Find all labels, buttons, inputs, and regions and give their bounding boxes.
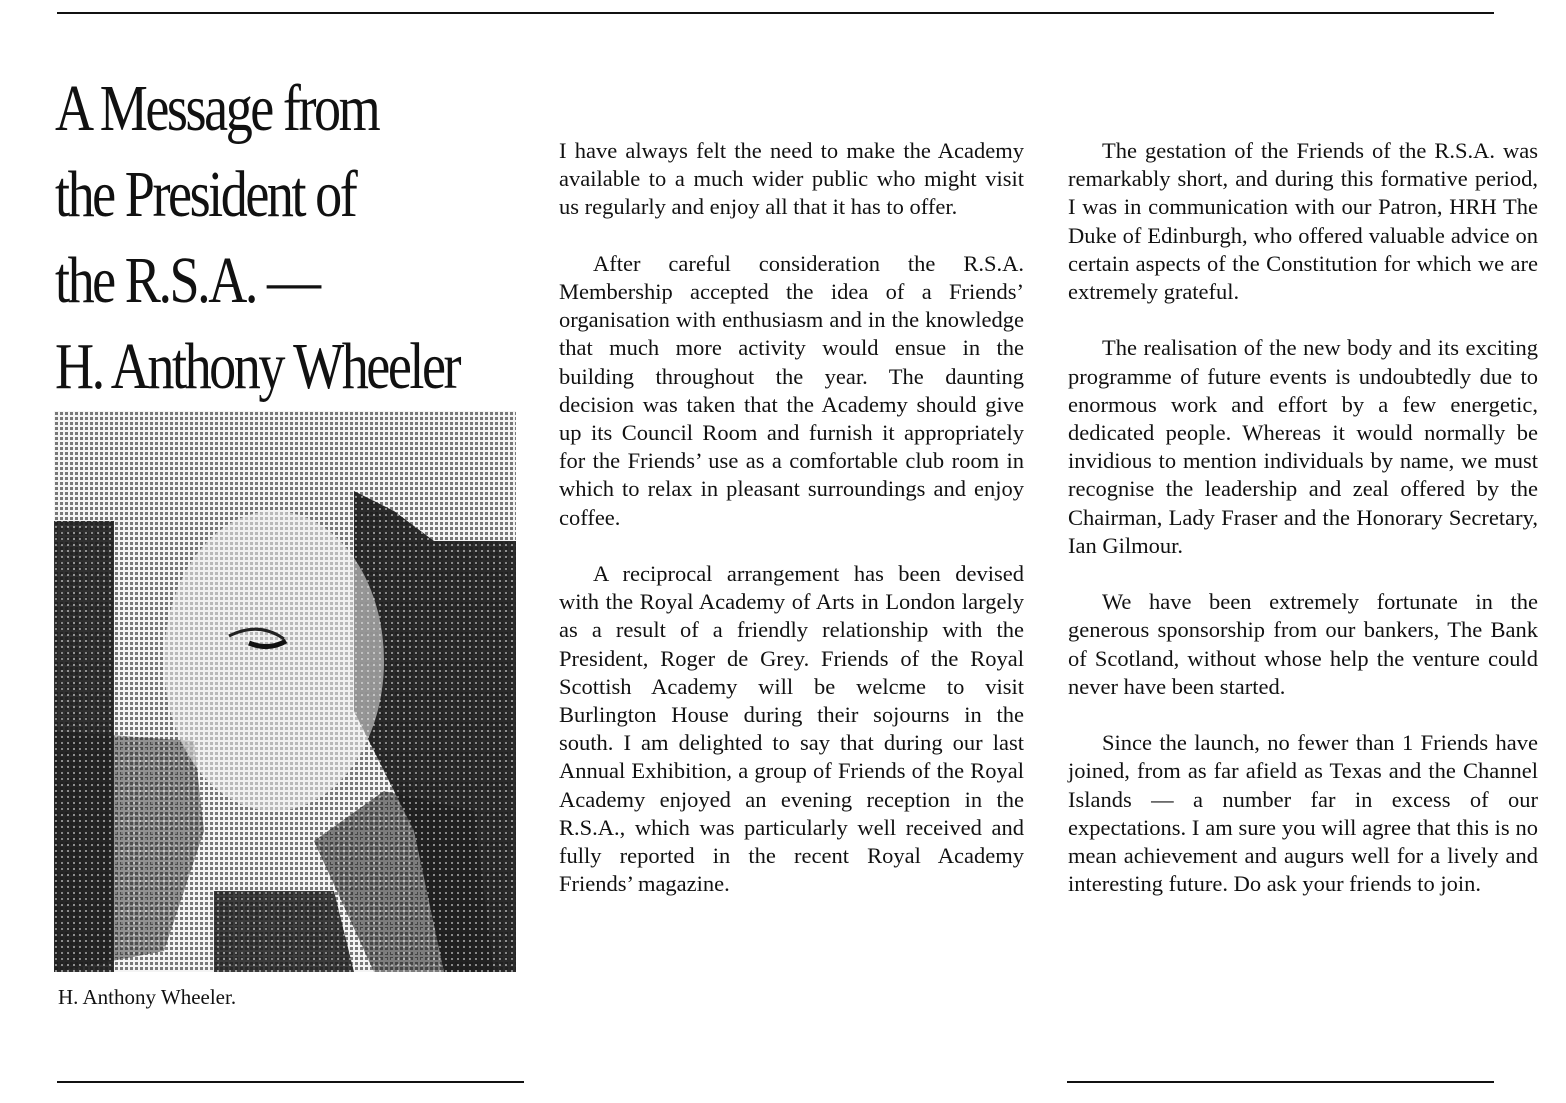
title-line: A Message from [55, 72, 379, 145]
paragraph: After careful consideration the R.S.A. Membership accepted the idea of a Friends’ organisation with enthusiasm and in the knowledge that much more activity would ensue in the building throughout the year. The daunting decision was taken that the Academy should give up its Council Room and furnish it appropriately for the Friends’ use as a comfortable club room in which to relax in pleasant surroundings and enjoy coffee. [559, 250, 1024, 530]
bottom-rule-right [1067, 1081, 1494, 1083]
halftone-portrait-image [54, 411, 516, 972]
paragraph: The gestation of the Friends of the R.S.A. was remarkably short, and during this formative period, I was in communication with our Patron, HRH The Duke of Edinburgh, who offered valuable advice on certain aspects of the Constitution for which we are extremely grateful. [1068, 138, 1538, 305]
article-title [55, 66, 460, 410]
article-column-middle [559, 137, 1024, 927]
paragraph: We have been extremely fortunate in the generous sponsorship from our bankers, The Bank of Scotland, without whose help the venture could never have been started. [1068, 589, 1538, 699]
title-line: the R.S.A. — [55, 244, 319, 317]
cropped-column-text [1068, 137, 1538, 898]
photo-caption: H. Anthony Wheeler. [58, 985, 237, 1009]
title-line: H. Anthony Wheeler [55, 330, 460, 403]
paragraph: A reciprocal arrangement has been devised with the Royal Academy of Arts in London largely as a result of a friendly relationship with the President, Roger de Grey. Friends of the Royal Scottish Academy will be welcme to visit Burlington House during their sojourns in the south. I am delighted to say that during our last Annual Exhibition, a group of Friends of the Royal Academy enjoyed an evening reception in the R.S.A., which was particularly well received and fully reported in the recent Royal Academy Friends’ magazine. [559, 561, 1024, 897]
paragraph: The realisation of the new body and its exciting programme of future events is undoubtedly due to enormous work and effort by a few energetic, dedicated people. Whereas it would normally be invidious to mention individuals by name, we must recognise the leadership and zeal offered by the Chairman, Lady Fraser and the Honorary Secretary, Ian Gilmour. [1068, 335, 1538, 558]
paragraph: Since the launch, no fewer than 1 Friends have joined, from as far afield as Texas and the Channel Islands — a number far in excess of our expectations. I am sure you will agree that this is no mean achievement and augurs well for a lively and interesting future. Do ask your friends to join. [1068, 730, 1538, 897]
article-column-right [1068, 137, 1560, 927]
bottom-rule-left [57, 1081, 524, 1083]
portrait-photo [54, 411, 516, 972]
top-rule [57, 12, 1494, 14]
paragraph: I have always felt the need to make the Academy available to a much wider public who might visit us regularly and enjoy all that it has to offer. [559, 138, 1024, 220]
title-line: the President of [55, 158, 356, 231]
